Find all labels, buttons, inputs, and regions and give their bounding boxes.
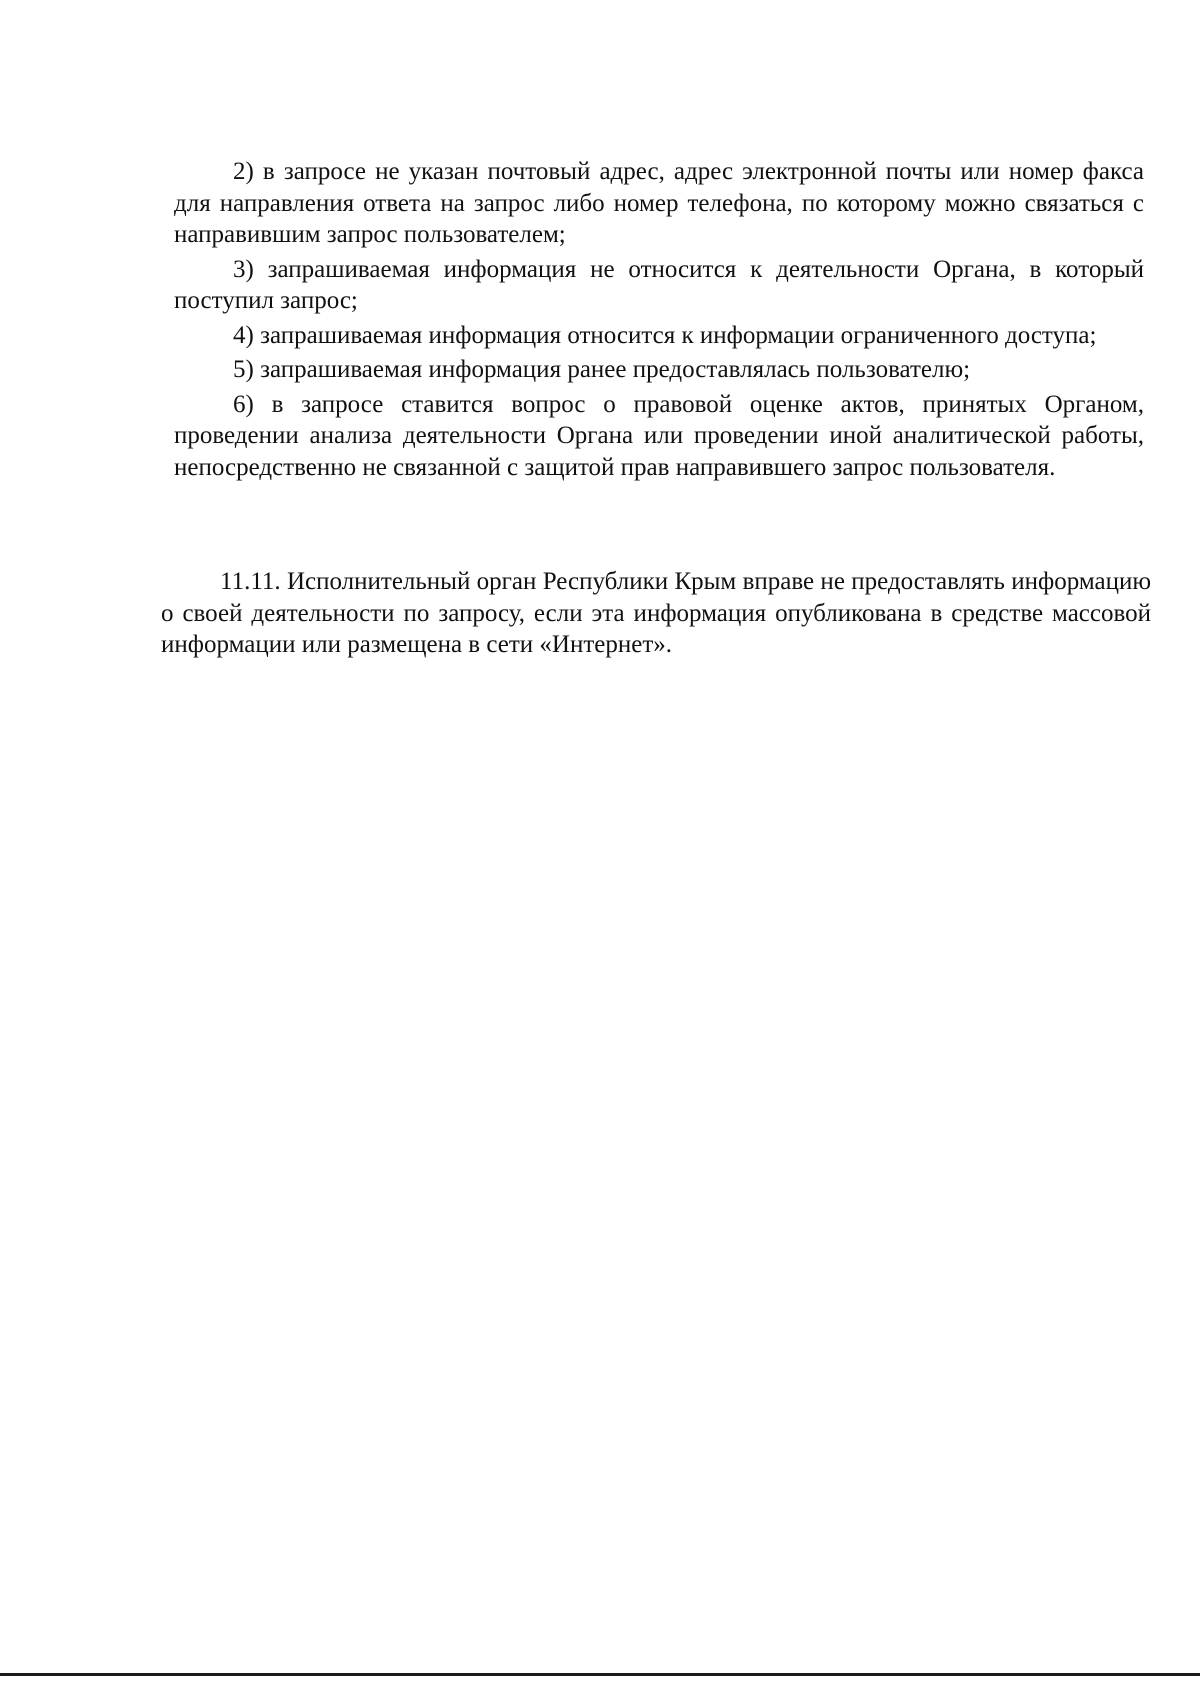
list-item-2: 2) в запросе не указан почтовый адрес, адрес электронной почты или номер факса для направления ответа на запрос либо номер телефона, по которому можно связаться с направившим запрос пользователем; xyxy=(174,158,1144,248)
scan-edge-line xyxy=(0,1673,1200,1676)
list-item-3: 3) запрашиваемая информация не относится к деятельности Органа, в который поступил запрос; xyxy=(174,255,1144,314)
list-item-4: 4) запрашиваемая информация относится к информации ограниченного доступа; xyxy=(233,321,1097,349)
list-item-6: 6) в запросе ставится вопрос о правовой оценке актов, принятых Органом, проведении анализа деятельности Органа или проведении иной аналитической работы, непосредственно не связанной с защитой прав направившего запрос пользователя. xyxy=(174,390,1144,481)
clause-block xyxy=(161,566,1151,661)
list-item-5: 5) запрашиваемая информация ранее предоставлялась пользователю; xyxy=(233,356,971,383)
clause-11-11: 11.11. Исполнительный орган Республики Крым вправе не предоставлять информацию о своей деятельности по запросу, если эта информация опубликована в средстве массовой информации или размещена в сети «Интернет». xyxy=(161,568,1151,658)
numbered-list xyxy=(174,156,1144,486)
